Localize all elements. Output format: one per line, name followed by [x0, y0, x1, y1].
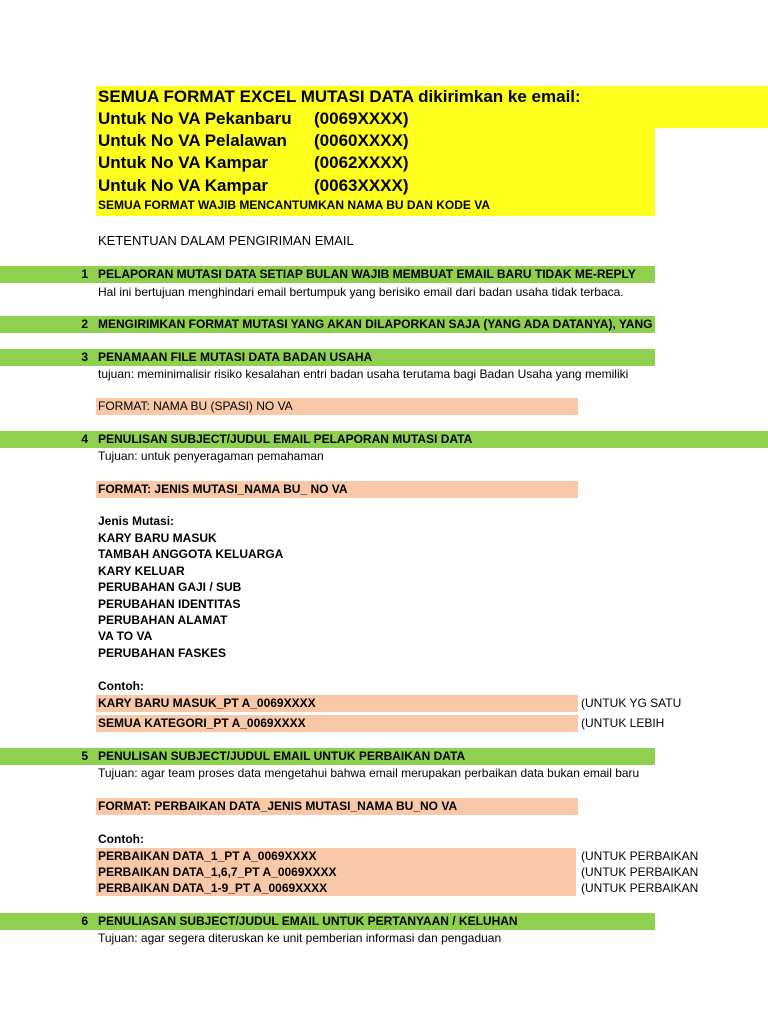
va-label-4: Untuk No VA Kampar: [98, 176, 269, 195]
section-5-desc: Tujuan: agar team proses data mengetahui bahwa email merupakan perbaikan data bukan email baru: [98, 766, 640, 780]
contoh-note: (UNTUK LEBIH: [581, 716, 665, 730]
section-4-format: FORMAT: JENIS MUTASI_NAMA BU_ NO VA: [96, 481, 578, 498]
section-2-title: MENGIRIMKAN FORMAT MUTASI YANG AKAN DILAPORKAN SAJA (YANG ADA DATANYA), YANG: [98, 317, 653, 331]
section-1-desc: Hal ini bertujuan menghindari email bertumpuk yang berisiko email dari badan usaha tidak terbaca.: [98, 285, 624, 299]
va-code-1: (0069XXXX): [314, 109, 409, 128]
section-5-number: 5: [81, 749, 88, 763]
section-3-title: PENAMAAN FILE MUTASI DATA BADAN USAHA: [98, 350, 373, 364]
jenis-item: KARY KELUAR: [98, 564, 185, 578]
header-note: SEMUA FORMAT WAJIB MENCANTUMKAN NAMA BU DAN KODE VA: [98, 198, 490, 212]
section-6-number: 6: [81, 914, 88, 928]
section-2-number: 2: [81, 317, 88, 331]
contoh-row: PERBAIKAN DATA_1_PT A_0069XXXX: [98, 849, 317, 863]
contoh-note: (UNTUK YG SATU: [581, 696, 682, 710]
va-code-3: (0062XXXX): [314, 153, 409, 172]
header-title: SEMUA FORMAT EXCEL MUTASI DATA dikirimkan ke email:: [98, 87, 581, 106]
contoh-row: KARY BARU MASUK_PT A_0069XXXX: [96, 695, 578, 712]
section-5-title: PENULISAN SUBJECT/JUDUL EMAIL UNTUK PERBAIKAN DATA: [98, 749, 466, 763]
contoh-note: (UNTUK PERBAIKAN: [581, 881, 699, 895]
section-1-title: PELAPORAN MUTASI DATA SETIAP BULAN WAJIB MEMBUAT EMAIL BARU TIDAK ME-REPLY: [98, 267, 636, 281]
section-1-bar: [0, 266, 655, 283]
section-4-desc: Tujuan: untuk penyeragaman pemahaman: [98, 449, 324, 463]
contoh-row: PERBAIKAN DATA_1-9_PT A_0069XXXX: [98, 881, 328, 895]
contoh-heading: Contoh:: [98, 679, 144, 693]
contoh-note: (UNTUK PERBAIKAN: [581, 849, 699, 863]
jenis-item: PERUBAHAN GAJI / SUB: [98, 580, 242, 594]
jenis-item: KARY BARU MASUK: [98, 531, 217, 545]
jenis-item: VA TO VA: [98, 629, 153, 643]
va-code-4: (0063XXXX): [314, 176, 409, 195]
contoh-note: (UNTUK PERBAIKAN: [581, 865, 699, 879]
jenis-item: TAMBAH ANGGOTA KELUARGA: [98, 547, 284, 561]
jenis-item: PERUBAHAN FASKES: [98, 646, 227, 660]
va-label-2: Untuk No VA Pelalawan: [98, 131, 287, 150]
section-6-bar: [0, 913, 655, 930]
section-5-bar: [0, 748, 655, 765]
section-4-bar: [0, 431, 768, 448]
section-3-format: FORMAT: NAMA BU (SPASI) NO VA: [96, 398, 578, 415]
va-label-1: Untuk No VA Pekanbaru: [98, 109, 292, 128]
contoh-heading: Contoh:: [98, 832, 144, 846]
contoh-row: SEMUA KATEGORI_PT A_0069XXXX: [96, 715, 578, 732]
jenis-item: PERUBAHAN ALAMAT: [98, 613, 228, 627]
jenis-heading: Jenis Mutasi:: [98, 514, 175, 528]
section-3-number: 3: [81, 350, 88, 364]
section-4-number: 4: [81, 432, 88, 446]
section-4-title: PENULISAN SUBJECT/JUDUL EMAIL PELAPORAN MUTASI DATA: [98, 432, 473, 446]
section-1-number: 1: [81, 267, 88, 281]
section-3-bar: [0, 349, 655, 366]
section-5-format: FORMAT: PERBAIKAN DATA_JENIS MUTASI_NAMA BU_NO VA: [96, 798, 578, 815]
jenis-item: PERUBAHAN IDENTITAS: [98, 597, 241, 611]
section-6-title: PENULIASAN SUBJECT/JUDUL EMAIL UNTUK PERTANYAAN / KELUHAN: [98, 914, 518, 928]
section-6-desc: Tujuan: agar segera diteruskan ke unit pemberian informasi dan pengaduan: [98, 931, 502, 945]
section-2-bar: [0, 316, 655, 333]
va-code-2: (0060XXXX): [314, 131, 409, 150]
section-3-desc: tujuan: meminimalisir risiko kesalahan entri badan usaha terutama bagi Badan Usaha yang memiliki: [98, 367, 629, 381]
va-label-3: Untuk No VA Kampar: [98, 153, 269, 172]
intro-text: KETENTUAN DALAM PENGIRIMAN EMAIL: [98, 233, 354, 248]
contoh-row: PERBAIKAN DATA_1,6,7_PT A_0069XXXX: [98, 865, 337, 879]
